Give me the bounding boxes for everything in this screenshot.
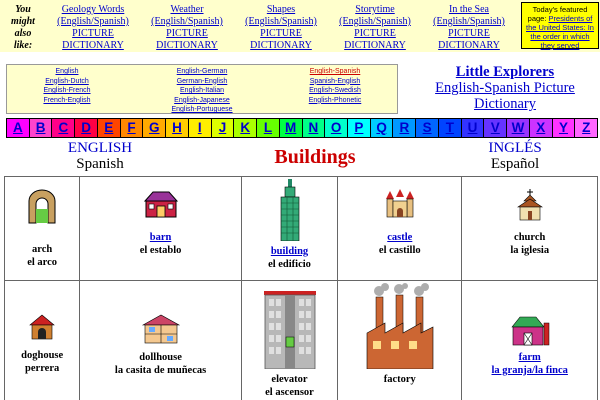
word-spanish: perrera xyxy=(25,363,60,374)
word-english-link[interactable]: farm xyxy=(518,352,541,363)
dict-link-english-spanish[interactable]: English-Spanish xyxy=(309,68,361,75)
english-heading xyxy=(50,140,150,172)
table-row xyxy=(5,177,598,281)
letter-link-y[interactable]: Y xyxy=(553,119,576,137)
letter-link-z[interactable]: Z xyxy=(575,119,597,137)
letter-link-u[interactable]: U xyxy=(462,119,485,137)
sea-dictionary-link[interactable]: In the Sea (English/Spanish) PICTURE DICTIONARY xyxy=(433,4,505,51)
spanish-heading xyxy=(465,140,565,172)
dictionary-column-1 xyxy=(7,67,127,105)
letter-link-l[interactable]: L xyxy=(257,119,280,137)
word-spanish-link[interactable]: la granja/la finca xyxy=(491,365,568,376)
little-explorers-link[interactable]: Little Explorers xyxy=(455,64,555,80)
letter-link-q[interactable]: Q xyxy=(371,119,394,137)
letter-link-c[interactable]: C xyxy=(52,119,75,137)
dictionary-column-3 xyxy=(275,67,395,105)
word-cell-dollhouse xyxy=(80,281,242,400)
shapes-dictionary-link[interactable]: Shapes (English/Spanish) PICTURE DICTIONARY xyxy=(245,4,317,51)
word-cell-arch xyxy=(5,177,80,281)
spanish-sub-label: Spanish xyxy=(76,156,124,172)
dict-link-german-english[interactable]: German-English xyxy=(176,77,228,85)
geology-dictionary-link[interactable]: Geology Words (English/Spanish) PICTURE DICTIONARY xyxy=(57,4,129,51)
castle-icon xyxy=(384,189,416,219)
dict-link-english-german[interactable]: English-German xyxy=(176,68,228,75)
dictionary-column-2 xyxy=(142,67,262,115)
word-spanish: el castillo xyxy=(378,245,421,256)
dict-link-english-dutch[interactable]: English-Dutch xyxy=(45,77,89,85)
church-icon xyxy=(516,189,544,221)
related-dictionaries-bar xyxy=(0,0,600,52)
dict-link-french-english[interactable]: French-English xyxy=(43,96,91,104)
dict-link-english-portuguese[interactable]: English-Portuguese xyxy=(171,106,233,114)
elevator-building-icon xyxy=(263,289,317,369)
dict-link-english-japanese[interactable]: English-Japanese xyxy=(174,96,230,104)
language-dictionary-selector xyxy=(6,64,398,114)
letter-link-s[interactable]: S xyxy=(416,119,439,137)
featured-page-label: Today's featured page: xyxy=(527,5,588,23)
letter-link-d[interactable]: D xyxy=(75,119,98,137)
dict-link-english-italian[interactable]: English-Italian xyxy=(180,87,224,95)
table-row xyxy=(5,281,598,400)
word-english: dollhouse xyxy=(139,352,182,363)
dict-link-spanish-english[interactable]: Spanish-English xyxy=(309,77,361,85)
word-english-link[interactable]: building xyxy=(270,246,309,257)
letter-link-e[interactable]: E xyxy=(98,119,121,137)
letter-link-v[interactable]: V xyxy=(484,119,507,137)
weather-dictionary-link[interactable]: Weather (English/Spanish) PICTURE DICTIONARY xyxy=(151,4,223,51)
letter-link-f[interactable]: F xyxy=(121,119,144,137)
word-spanish: el ascensor xyxy=(265,387,314,398)
word-english: church xyxy=(514,232,546,243)
dict-link-english-swedish[interactable]: English-Swedish xyxy=(309,87,361,95)
letter-link-h[interactable]: H xyxy=(166,119,189,137)
english-label: ENGLISH xyxy=(67,140,133,156)
dict-link-english-french[interactable]: English-French xyxy=(43,87,91,95)
letter-link-a[interactable]: A xyxy=(7,119,30,137)
word-cell-doghouse xyxy=(5,281,80,400)
letter-link-p[interactable]: P xyxy=(348,119,371,137)
dict-link-english[interactable]: English xyxy=(55,68,79,75)
arch-icon xyxy=(27,189,57,225)
letter-link-i[interactable]: I xyxy=(189,119,212,137)
page-title: Buildings xyxy=(274,146,356,168)
word-english-link[interactable]: castle xyxy=(387,232,413,243)
barn-icon xyxy=(141,189,181,219)
letter-link-g[interactable]: G xyxy=(143,119,166,137)
letter-link-w[interactable]: W xyxy=(507,119,530,137)
word-english-link[interactable]: barn xyxy=(149,232,172,243)
word-cell-elevator xyxy=(241,281,337,400)
letter-link-t[interactable]: T xyxy=(439,119,462,137)
ingles-label: INGLÉS xyxy=(488,140,542,156)
letter-link-r[interactable]: R xyxy=(393,119,416,137)
related-links xyxy=(46,4,516,50)
dollhouse-icon xyxy=(141,313,181,345)
word-cell-farm xyxy=(462,281,598,400)
buildings-word-grid xyxy=(4,176,598,400)
word-spanish: la iglesia xyxy=(510,245,550,256)
word-cell-castle xyxy=(338,177,462,281)
skyscraper-icon xyxy=(279,179,301,241)
you-might-also-like-label: You might also like: xyxy=(11,4,35,51)
word-cell-church xyxy=(462,177,598,281)
word-spanish: el arco xyxy=(27,257,58,268)
dict-link-english-phonetic[interactable]: English-Phonetic xyxy=(308,96,362,104)
word-cell-building xyxy=(241,177,337,281)
letter-link-k[interactable]: K xyxy=(234,119,257,137)
farm-icon xyxy=(510,313,550,347)
espanol-sub-label: Español xyxy=(490,156,540,172)
word-english: arch xyxy=(32,244,53,255)
letter-link-o[interactable]: O xyxy=(325,119,348,137)
featured-page-box xyxy=(521,2,599,49)
alphabet-navigation xyxy=(6,118,598,138)
letter-link-m[interactable]: M xyxy=(280,119,303,137)
site-brand xyxy=(410,64,600,112)
featured-page-link[interactable]: Presidents of the United States: In the order in which they served xyxy=(526,14,594,50)
factory-icon xyxy=(365,283,435,369)
word-english: doghouse xyxy=(21,350,64,361)
letter-link-x[interactable]: X xyxy=(530,119,553,137)
word-spanish: el edificio xyxy=(268,259,311,270)
word-cell-barn xyxy=(80,177,242,281)
word-english: factory xyxy=(383,374,416,385)
letter-link-n[interactable]: N xyxy=(303,119,326,137)
dictionary-title-line1[interactable]: English-Spanish Picture xyxy=(435,80,575,96)
dictionary-title-line2[interactable]: Dictionary xyxy=(473,96,536,112)
letter-link-b[interactable]: B xyxy=(30,119,53,137)
word-spanish: el establo xyxy=(139,245,182,256)
word-english: elevator xyxy=(271,374,308,385)
doghouse-icon xyxy=(28,313,56,341)
word-cell-factory xyxy=(338,281,462,400)
storytime-dictionary-link[interactable]: Storytime (English/Spanish) PICTURE DICTIONARY xyxy=(339,4,411,51)
letter-link-j[interactable]: J xyxy=(212,119,235,137)
word-spanish: la casita de muñecas xyxy=(114,365,207,376)
